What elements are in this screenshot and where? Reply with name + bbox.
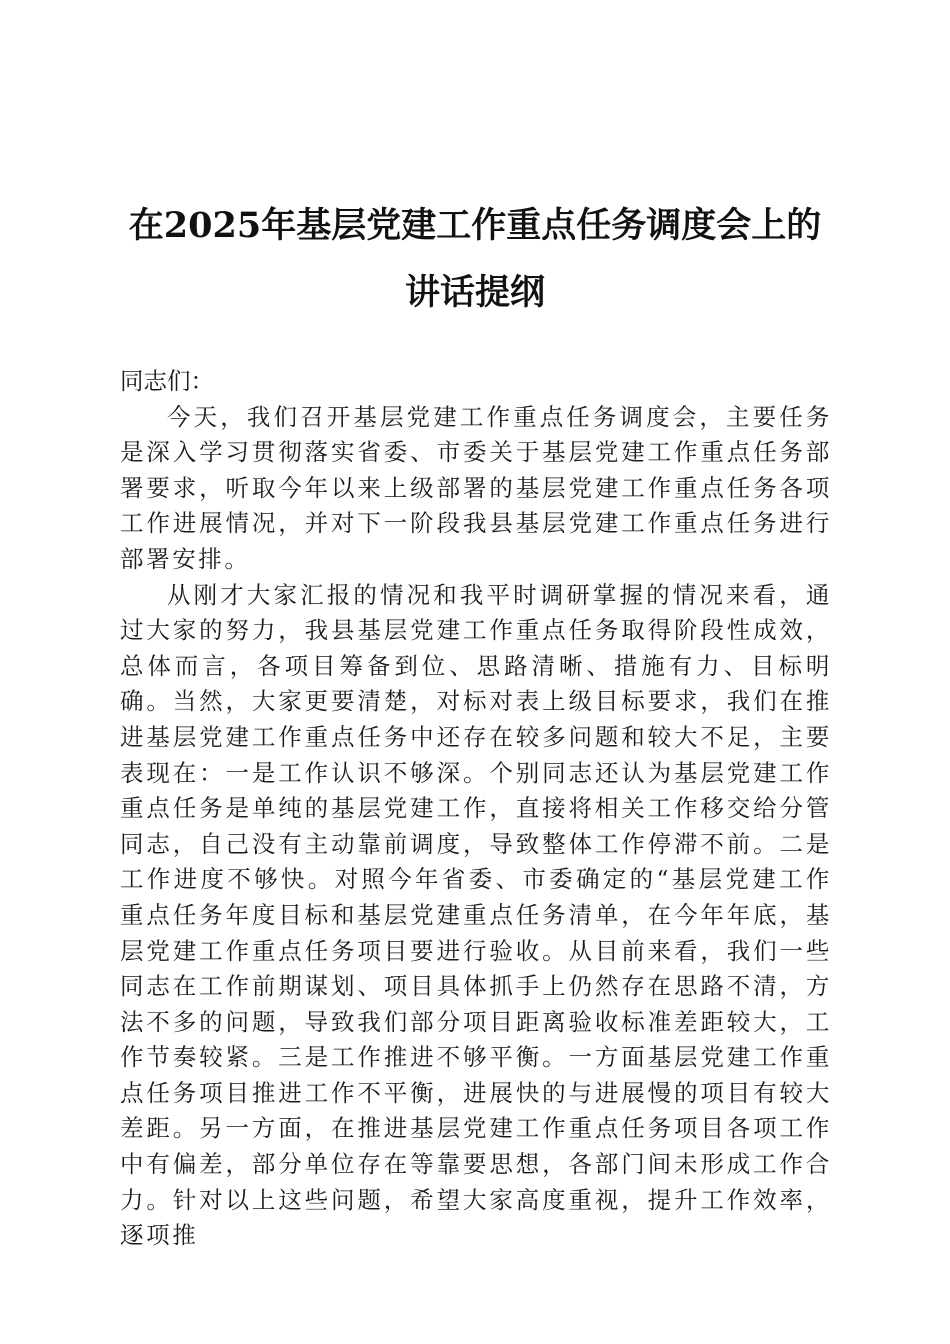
document-title-line-2: 讲话提纲 (404, 272, 545, 313)
salutation: 同志们： (120, 367, 214, 395)
document-title-line-1: 在2025年基层党建工作重点任务调度会上的 (128, 205, 822, 246)
paragraph-2: 从刚才大家汇报的情况和我平时调研掌握的情况来看，通过大家的努力，我县基层党建工作重点任务取得阶段性成效，总体而言，各项目筹备到位、思路清晰、措施有力、目标明确。当然，大家更要清楚，对标对表上级目标要求，我们在推进基层党建工作重点任务中还存在较多问题和较大不足，主要表现在：一是工作认识不够深。个别同志还认为基层党建工作重点任务是单纯的基层党建工作，直接将相关工作移交给分管同志，自己没有主动靠前调度，导致整体工作停滞不前。二是工作进度不够快。对照今年省委、市委确定的“基层党建工作重点任务年度目标和基层党建重点任务清单，在今年年底，基层党建工作重点任务项目要进行验收。从目前来看，我们一些同志在工作前期谋划、项目具体抓手上仍然存在思路不清，方法不多的问题，导致我们部分项目距离验收标准差距较大，工作节奏较紧。三是工作推进不够平衡。一方面基层党建工作重点任务项目推进工作不平衡，进展快的与进展慢的项目有较大差距。另一方面，在推进基层党建工作重点任务项目各项工作中有偏差，部分单位存在等靠要思想，各部门间未形成工作合力。针对以上这些问题，希望大家高度重视，提升工作效率，逐项推 (120, 580, 832, 1250)
document-body (120, 364, 832, 1254)
paragraph-1: 今天，我们召开基层党建工作重点任务调度会，主要任务是深入学习贯彻落实省委、市委关于基层党建工作重点任务部署要求，听取今年以来上级部署的基层党建工作重点任务各项工作进展情况，并对下一阶段我县基层党建工作重点任务进行部署安排。 (120, 402, 832, 573)
